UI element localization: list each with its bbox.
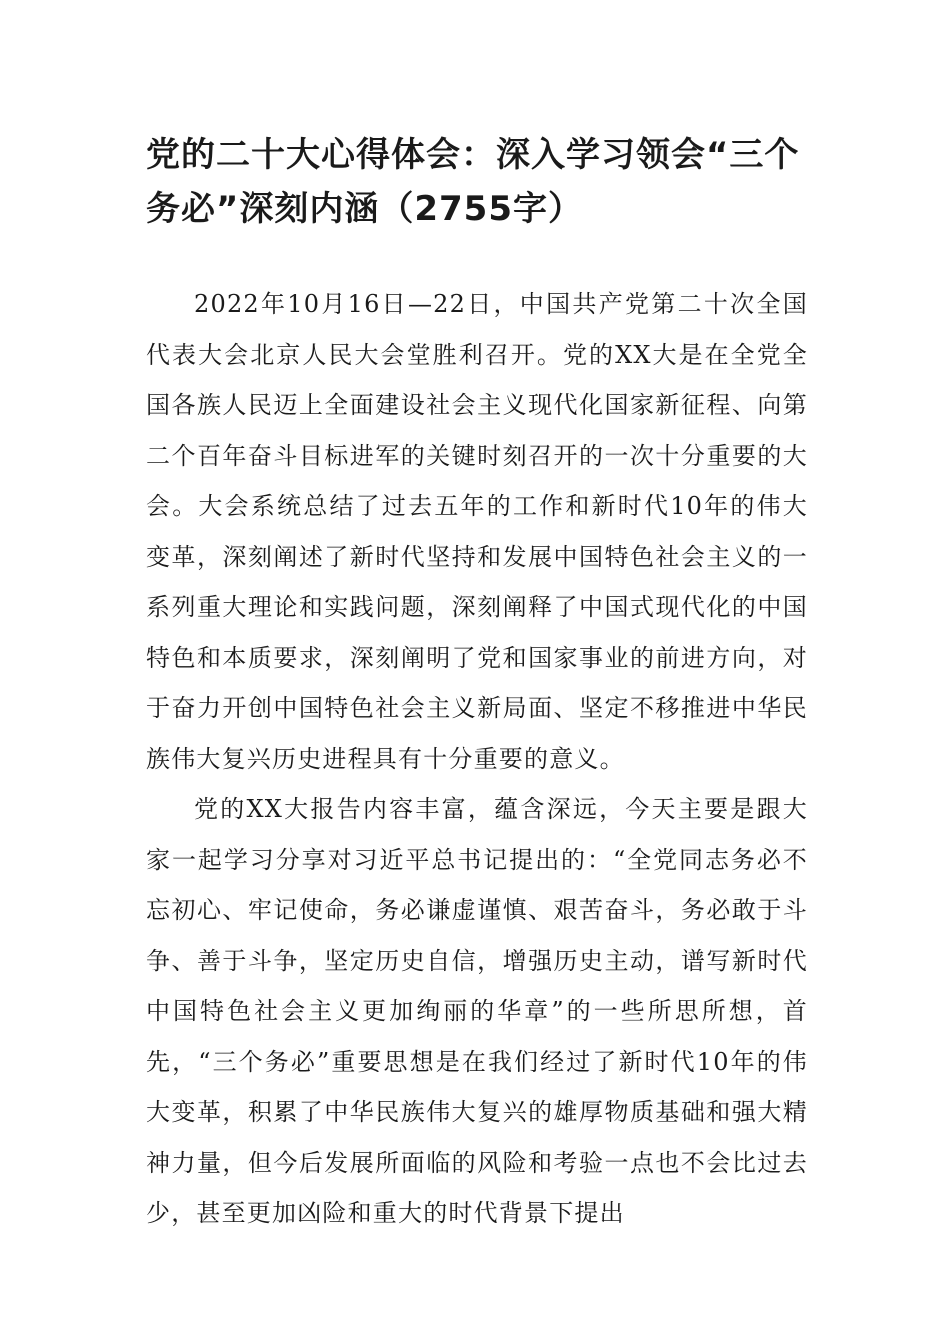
paragraph: 党的XX大报告内容丰富，蕴含深远，今天主要是跟大家一起学习分享对习近平总书记提出的：“全党同志务必不忘初心、牢记使命，务必谦虚谨慎、艰苦奋斗，务必敢于斗争、善于斗争，坚定历史自信，增强历史主动，谱写新时代中国特色社会主义更加绚丽的华章”的一些所思所想，首先，“三个务必”重要思想是在我们经过了新时代10年的伟大变革，积累了中华民族伟大复兴的雄厚物质基础和强大精神力量，但今后发展所面临的风险和考验一点也不会比过去少，甚至更加凶险和重大的时代背景下提出 — [146, 795, 808, 1227]
document-body — [146, 279, 808, 1239]
paragraph: 2022年10月16日—22日，中国共产党第二十次全国代表大会北京人民大会堂胜利召开。党的XX大是在全党全国各族人民迈上全面建设社会主义现代化国家新征程、向第二个百年奋斗目标进军的关键时刻召开的一次十分重要的大会。大会系统总结了过去五年的工作和新时代10年的伟大变革，深刻阐述了新时代坚持和发展中国特色社会主义的一系列重大理论和实践问题，深刻阐释了中国式现代化的中国特色和本质要求，深刻阐明了党和国家事业的前进方向，对于奋力开创中国特色社会主义新局面、坚定不移推进中华民族伟大复兴历史进程具有十分重要的意义。 — [146, 290, 808, 773]
document-title: 党的二十大心得体会：深入学习领会“三个务必”深刻内涵（2755字） — [146, 135, 800, 229]
